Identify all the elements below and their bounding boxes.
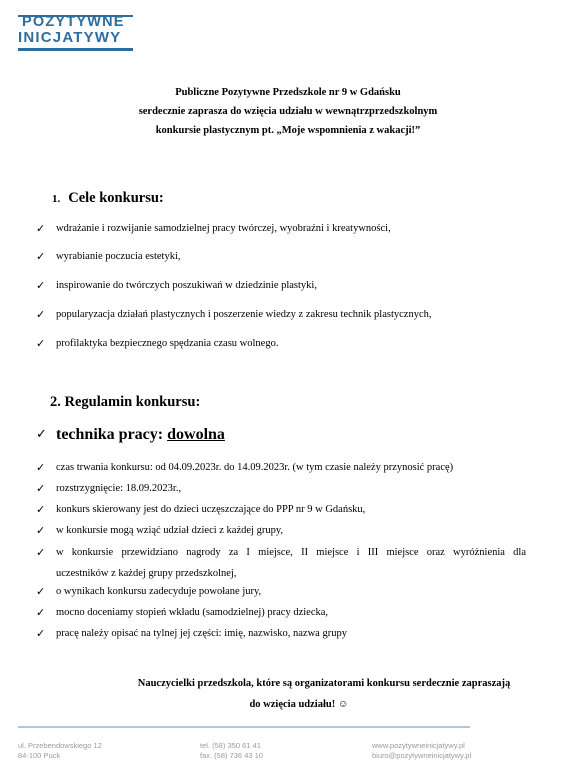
list-item-text: inspirowanie do twórczych poszukiwań w dziedzinie plastyki, (56, 280, 317, 291)
list-item (36, 542, 526, 584)
intro-line: Publiczne Pozytywne Przedszkole nr 9 w Gdańsku (175, 87, 401, 98)
check-icon: ✓ (36, 279, 46, 292)
list-item (36, 308, 432, 322)
list-item-text: rozstrzygnięcie: 18.09.2023r., (56, 483, 182, 494)
list-item-text: w konkursie przewidziano nagrody za I miejsce, II miejsce i III miejsce oraz wyróżnienia dla (56, 547, 526, 558)
technique-label: technika pracy: (56, 426, 168, 443)
list-item (36, 606, 328, 620)
technique-item (36, 428, 225, 442)
list-item (36, 461, 453, 475)
intro-line: serdecznie zaprasza do wzięcia udziału w wewnątrzprzedszkolnym (138, 106, 438, 117)
intro-line: konkursie plastycznym pt. „Moje wspomnienia z wakacji!” (155, 125, 421, 136)
list-item (36, 482, 181, 496)
check-icon: ✓ (36, 606, 46, 619)
section-rules-title: 2. Regulamin konkursu: (50, 394, 201, 410)
footer-email-link[interactable]: biuro@pozytywneinicjatywy.pl (372, 751, 472, 760)
footer-contact (200, 741, 263, 761)
footer-address-street: ul. Przebendowskiego 12 (18, 741, 102, 750)
section-goals-title (52, 190, 164, 207)
list-item-text: mocno doceniamy stopień wkładu (samodzielnej) pracy dziecka, (56, 607, 329, 618)
check-icon: ✓ (36, 627, 46, 640)
list-item-text-continued: uczestników z każdej grupy przedszkolnej, (56, 568, 237, 579)
closing-invitation (0, 673, 568, 715)
list-item-text: profilaktyka bezpiecznego spędzania czasu wolnego. (56, 338, 279, 349)
list-item (36, 524, 283, 538)
list-item (36, 337, 278, 351)
technique-value: dowolna (167, 426, 225, 443)
list-item-text: popularyzacja działań plastycznych i poszerzenie wiedzy z zakresu technik plastycznych, (56, 309, 432, 320)
section-number: 1. (52, 193, 61, 205)
footer-website-link[interactable]: www.pozytywneinicjatywy.pl (372, 741, 465, 750)
logo-text-line2: INICJATYWY (18, 29, 122, 46)
section-title: Cele konkursu: (68, 190, 164, 206)
check-icon: ✓ (36, 546, 46, 559)
list-item (36, 627, 347, 641)
list-item-text: czas trwania konkursu: od 04.09.2023r. do 14.09.2023r. (w tym czasie należy przynosić pracę) (56, 462, 454, 473)
footer-fax: fax. (58) 736 43 10 (200, 751, 263, 760)
check-icon: ✓ (36, 461, 46, 474)
check-icon: ✓ (36, 482, 46, 495)
logo-text-line1: POZYTYWNE (22, 14, 125, 30)
list-item-text: o wynikach konkursu zadecyduje powołane jury, (56, 586, 262, 597)
list-item-text: konkurs skierowany jest do dzieci uczęszczające do PPP nr 9 w Gdańsku, (56, 504, 366, 515)
list-item (36, 279, 317, 293)
closing-line: Nauczycielki przedszkola, które są organizatorami konkursu serdecznie zapraszają (137, 678, 511, 689)
list-item-text: wdrażanie i rozwijanie samodzielnej pracy twórczej, wyobraźni i kreatywności, (56, 223, 391, 234)
footer-address (18, 741, 102, 761)
footer-phone: tel. (58) 350 61 41 (200, 741, 261, 750)
check-icon: ✓ (36, 585, 46, 598)
check-icon: ✓ (36, 222, 46, 235)
list-item-text: wyrabianie poczucia estetyki, (56, 251, 181, 262)
list-item-text: w konkursie mogą wziąć udział dzieci z każdej grupy, (56, 525, 284, 536)
list-item (36, 250, 181, 264)
intro-heading (0, 83, 568, 140)
check-icon: ✓ (36, 250, 46, 263)
check-icon: ✓ (36, 427, 47, 442)
check-icon: ✓ (36, 503, 46, 516)
footer-web (372, 741, 471, 761)
list-item (36, 222, 391, 236)
list-item (36, 585, 261, 599)
check-icon: ✓ (36, 524, 46, 537)
footer-divider (18, 726, 470, 728)
logo-bottom-bar (18, 48, 133, 51)
check-icon: ✓ (36, 337, 46, 350)
check-icon: ✓ (36, 308, 46, 321)
footer-address-city: 84-100 Puck (18, 751, 61, 760)
closing-line: do wzięcia udziału! ☺ (249, 699, 349, 710)
list-item (36, 503, 365, 517)
list-item-text: pracę należy opisać na tylnej jej części: imię, nazwisko, nazwa grupy (56, 628, 347, 639)
